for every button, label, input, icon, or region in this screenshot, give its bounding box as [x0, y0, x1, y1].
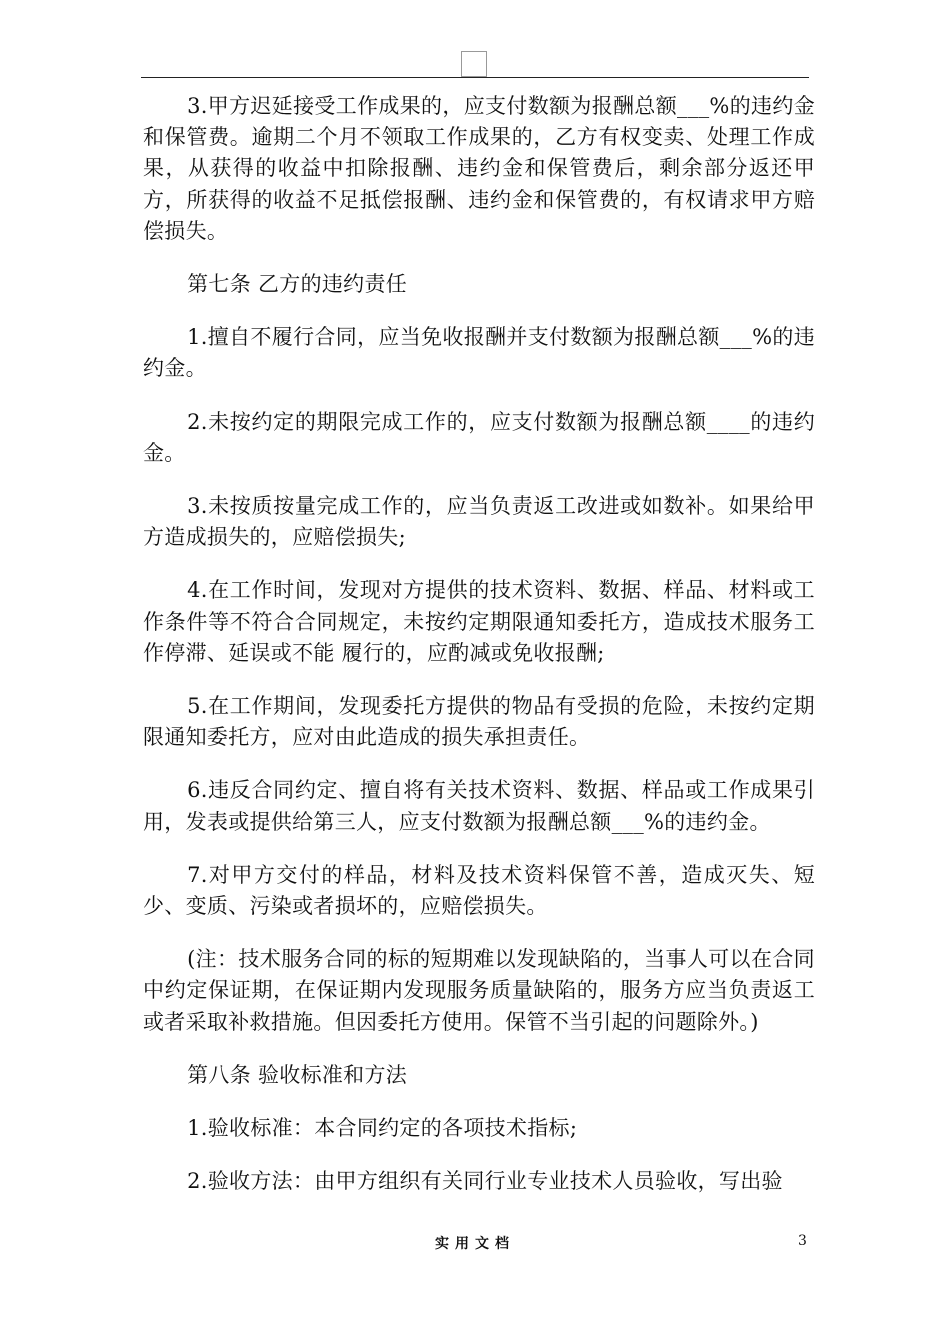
header-rule [141, 77, 809, 78]
paragraph: 2.未按约定的期限完成工作的，应支付数额为报酬总额____的违约金。 [143, 409, 815, 465]
paragraph: 3.甲方迟延接受工作成果的，应支付数额为报酬总额___%的违约金和保管费。逾期二个月不领取工作成果的，乙方有权变卖、处理工作成果，从获得的收益中扣除报酬、违约金和保管费后，剩余部分返还甲方，所获得的收益不足抵偿报酬、违约金和保管费的，有权请求甲方赔偿损失。 [143, 94, 815, 243]
document-body [143, 91, 815, 1219]
page-number: 3 [798, 1233, 807, 1249]
paragraph: 1.擅自不履行合同，应当免收报酬并支付数额为报酬总额___%的违约金。 [143, 325, 815, 381]
paragraph: 1.验收标准：本合同约定的各项技术指标; [187, 1116, 578, 1141]
paragraph: 6.违反合同约定、擅自将有关技术资料、数据、样品或工作成果引用，发表或提供给第三人，应支付数额为报酬总额___%的违约金。 [143, 778, 815, 834]
paragraph: 2.验收方法：由甲方组织有关同行业专业技术人员验收，写出验 [187, 1169, 783, 1194]
paragraph: 3.未按质按量完成工作的，应当负责返工改进或如数补。如果给甲方造成损失的，应赔偿损失; [143, 494, 815, 550]
note-paragraph: (注：技术服务合同的标的短期难以发现缺陷的，当事人可以在合同中约定保证期，在保证期内发现服务质量缺陷的，服务方应当负责返工或者采取补救措施。但因委托方使用。保管不当引起的问题除外。) [143, 947, 815, 1034]
header-marker-box [461, 51, 487, 77]
section-heading: 第七条 乙方的违约责任 [187, 272, 408, 297]
paragraph: 4.在工作时间，发现对方提供的技术资料、数据、样品、材料或工作条件等不符合合同规定，未按约定期限通知委托方，造成技术服务工作停滞、延误或不能 履行的，应酌减或免收报酬; [143, 578, 815, 665]
paragraph: 5.在工作期间，发现委托方提供的物品有受损的危险，未按约定期限通知委托方，应对由此造成的损失承担责任。 [143, 694, 815, 750]
footer-title: 实用文档 [435, 1236, 515, 1252]
section-heading: 第八条 验收标准和方法 [187, 1062, 408, 1087]
paragraph: 7.对甲方交付的样品，材料及技术资料保管不善，造成灭失、短少、变质、污染或者损坏的，应赔偿损失。 [143, 862, 815, 919]
